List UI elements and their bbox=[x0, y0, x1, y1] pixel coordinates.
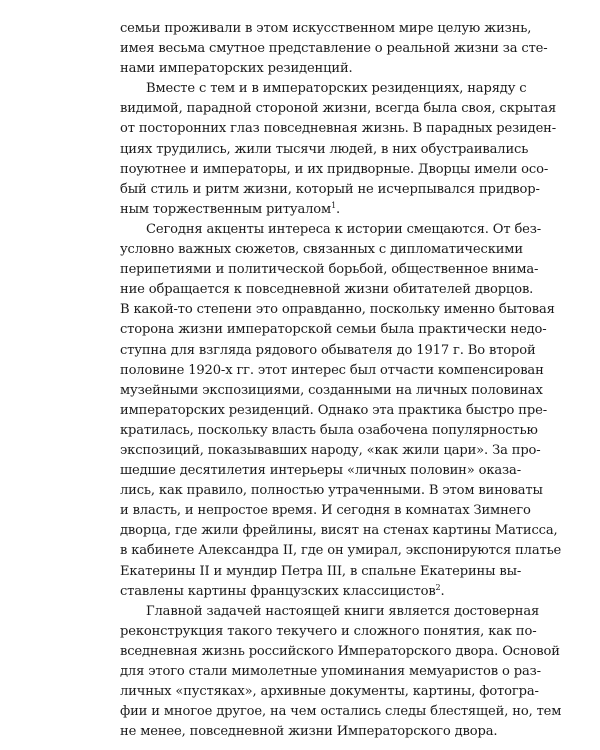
text-line: имея весьма смутное представление о реальной жизни за сте- bbox=[120, 41, 548, 57]
text-line: В какой-то степени это оправданно, поскольку именно бытовая bbox=[120, 302, 555, 318]
text-line-content: ным торжественным ритуалом bbox=[120, 201, 332, 217]
text-line: сторона жизни императорской семьи была практически недо- bbox=[120, 322, 547, 338]
paragraph bbox=[120, 19, 548, 79]
text-line: вседневная жизнь российского Императорского двора. Основой bbox=[120, 643, 560, 659]
text-line: для этого стали мимолетные упоминания мемуаристов о раз- bbox=[120, 664, 541, 679]
text-line: Сегодня акценты интереса к истории смещаются. От без- bbox=[146, 221, 542, 237]
text-line: семьи проживали в этом искусственном мире целую жизнь, bbox=[120, 21, 532, 36]
text-line: перипетиями и политической борьбой, общественное внима- bbox=[120, 262, 539, 278]
text-line: императорских резиденций. Однако эта практика быстро пре- bbox=[120, 402, 547, 418]
paragraph bbox=[120, 220, 562, 602]
footnote-marker: 2 bbox=[435, 582, 441, 592]
text-line: нами императорских резиденций. bbox=[120, 61, 353, 77]
text-line: бый стиль и ритм жизни, который не исчерпывался придвор- bbox=[120, 181, 540, 197]
text-line: от посторонних глаз повседневная жизнь. В парадных резиден- bbox=[120, 121, 557, 137]
text-line: Екатерины II и мундир Петра III, в спальне Екатерины вы- bbox=[120, 563, 522, 579]
text-line: фии и многое другое, на чем остались следы блестящей, но, тем bbox=[120, 704, 562, 720]
text-line: ступна для взгляда рядового обывателя до 1917 г. Во второй bbox=[120, 342, 536, 358]
text-line: циях трудились, жили тысячи людей, в них обустраивались bbox=[120, 141, 529, 157]
book-page bbox=[120, 19, 562, 742]
text-line: и власть, и непростое время. И сегодня в комнатах Зимнего bbox=[120, 503, 531, 519]
text-line: поуютнее и императоры, и их придворные. Дворцы имели осо- bbox=[120, 161, 549, 177]
text-line-content: ставлены картины французских классицистов bbox=[120, 583, 436, 599]
text-line: ным торжественным ритуалом$^1$. bbox=[120, 200, 341, 217]
text-line: экспозиций, показывавших народу, «как жили цари». За про- bbox=[120, 442, 541, 458]
text-line: не менее, повседневной жизни Императорского двора. bbox=[120, 724, 498, 740]
text-line: реконструкция такого текучего и сложного понятия, как по- bbox=[120, 623, 537, 639]
text-line: лись, как правило, полностью утраченными. В этом виноваты bbox=[120, 483, 543, 499]
text-line: Главной задачей настоящей книги является достоверная bbox=[146, 603, 540, 619]
text-line: шедшие десятилетия интерьеры «личных половин» оказа- bbox=[120, 463, 521, 479]
text-line: Вместе с тем и в императорских резиденциях, наряду с bbox=[146, 81, 527, 97]
text-line: ставлены картины французских классицистов$^2$. bbox=[120, 582, 445, 599]
paragraph bbox=[120, 79, 557, 220]
text-line: видимой, парадной стороной жизни, всегда была своя, скрытая bbox=[120, 101, 557, 117]
text-line: половине 1920-х гг. этот интерес был отчасти компенсирован bbox=[120, 362, 544, 378]
text-line: в кабинете Александра II, где он умирал, экспонируются платье bbox=[120, 543, 562, 559]
footnote-marker: 1 bbox=[331, 200, 337, 210]
text-line: музейными экспозициями, созданными на личных половинах bbox=[120, 382, 543, 398]
text-line: дворца, где жили фрейлины, висят на стенах картины Матисса, bbox=[120, 523, 558, 539]
text-line: условно важных сюжетов, связанных с дипломатическими bbox=[120, 242, 523, 258]
paragraph bbox=[120, 602, 562, 743]
text-line: личных «пустяках», архивные документы, картины, фотогра- bbox=[120, 684, 539, 700]
text-line: ние обращается к повседневной жизни обитателей дворцов. bbox=[120, 282, 534, 298]
text-line: кратилась, поскольку власть была озабочена популярностью bbox=[120, 422, 538, 438]
